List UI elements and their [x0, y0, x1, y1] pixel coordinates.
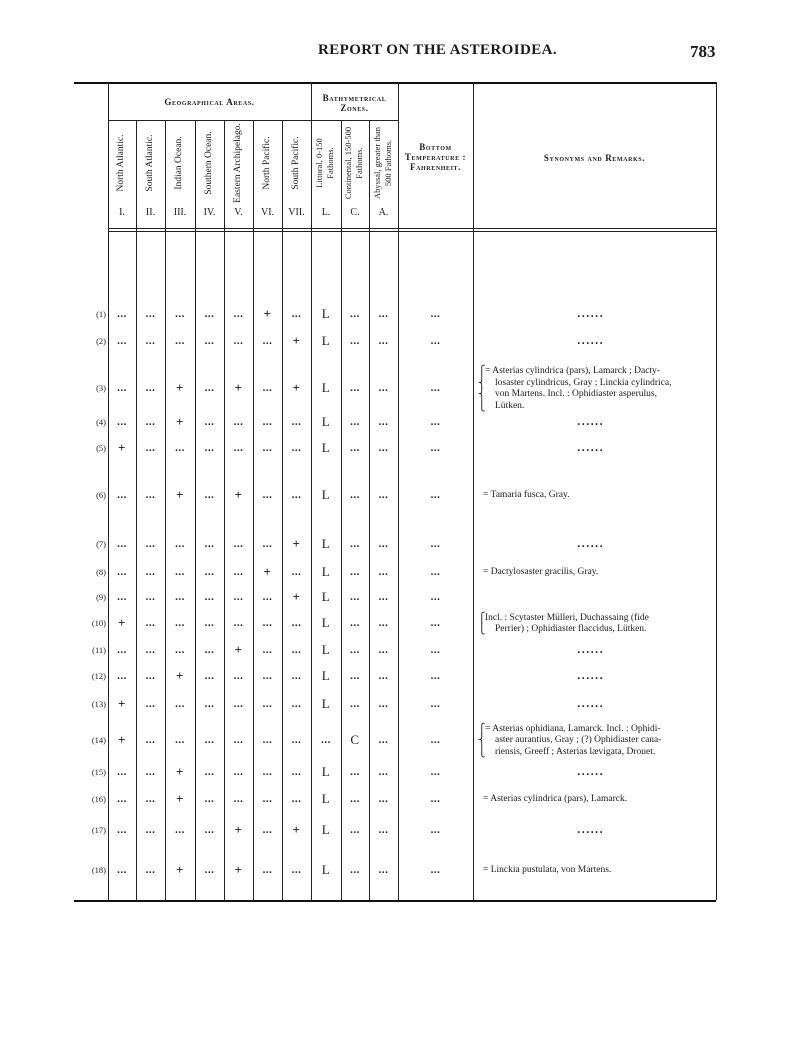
row-number: (6) [96, 490, 106, 500]
table-cell: ... [175, 644, 185, 656]
bottom-temp-header: Bottom Temperature : Fahrenheit. [404, 142, 467, 172]
table-cell: ... [204, 734, 215, 746]
page-header [0, 42, 800, 72]
table-cell: ... [175, 617, 185, 629]
table-cell: ... [262, 766, 273, 778]
column-label: North Pacific. [261, 136, 272, 190]
table-top-rule [74, 82, 716, 84]
table-cell: ... [262, 670, 273, 682]
table-cell: ... [262, 591, 273, 603]
table-cell: + [263, 306, 272, 321]
table-cell: ... [117, 591, 127, 603]
column-numeral: VI. [260, 207, 275, 218]
table-cell: + [292, 822, 301, 837]
row-number: (4) [96, 417, 106, 427]
remark-dots: ...... [577, 825, 604, 836]
table-cell: ... [430, 538, 441, 550]
table-cell: ... [145, 489, 156, 501]
remark-line: von Martens. Incl. : Ophidiaster asperulus, [495, 389, 657, 399]
table-cell: ... [378, 698, 389, 710]
table-cell: ... [145, 864, 156, 876]
row-number: (9) [96, 592, 106, 602]
remark-dots: ...... [577, 767, 604, 778]
table-cell: ... [204, 591, 215, 603]
table-cell: ... [430, 793, 441, 805]
table-cell: ... [204, 617, 215, 629]
remark-text: = Tamaria fusca, Gray. [483, 490, 570, 500]
table-cell: ... [233, 335, 244, 347]
brace-segment: ⎨ [478, 389, 486, 400]
geo-areas-header: Geographical Areas. [164, 97, 255, 107]
row-number: (15) [91, 767, 106, 777]
remark-line: aster aurantius, Gray ; (?) Ophidiaster cana- [495, 735, 662, 746]
remark-text: = Asterias cylindrica (pars), Lamarck. [483, 794, 628, 804]
column-numeral: VII. [288, 207, 305, 218]
table-cell: ... [378, 824, 389, 836]
row-number: (10) [91, 618, 106, 628]
table-cell: + [263, 564, 272, 579]
table-cell: ... [291, 864, 302, 876]
table-cell: ... [233, 734, 244, 746]
running-title: REPORT ON THE ASTEROIDEA. [318, 42, 557, 58]
table-cell: ... [117, 308, 127, 320]
table-cell: ... [291, 644, 302, 656]
table-cell: + [176, 380, 184, 395]
table-cell: ... [117, 382, 127, 394]
table-cell: ... [204, 538, 215, 550]
row-number: (5) [96, 443, 106, 453]
table-cell: ... [291, 416, 302, 428]
table-cell: ... [350, 864, 360, 876]
row-number: (17) [91, 825, 106, 835]
table-cell: ... [145, 382, 156, 394]
table-cell: ... [430, 382, 441, 394]
table-cell: ... [430, 442, 441, 454]
table-cell: ... [117, 766, 127, 778]
table-cell: ... [117, 538, 127, 550]
remark-line: Lütken. [495, 400, 525, 411]
table-cell: ... [204, 793, 215, 805]
table-cell: ... [350, 698, 360, 710]
table-cell: ... [262, 442, 273, 454]
table-cell: ... [430, 670, 441, 682]
table-cell: ... [430, 698, 441, 710]
column-numeral: A. [378, 207, 389, 218]
column-numeral: IV. [203, 207, 216, 218]
table-cell: ... [204, 489, 215, 501]
table-cell: ... [117, 670, 127, 682]
table-cell: ... [262, 538, 273, 550]
brace-segment: ⎨ [478, 735, 486, 747]
table-cell: ... [233, 308, 244, 320]
column-label: North Atlantic. [116, 134, 126, 192]
table-cell: ... [117, 644, 127, 656]
column-label: Southern Ocean. [203, 131, 214, 195]
table-cell: ... [430, 824, 441, 836]
remark-line: riensis, Greeff ; Asterias lævigata, Drouet. [495, 746, 656, 757]
table-cell: ... [233, 538, 244, 550]
remark-text [485, 724, 713, 759]
table-cell: ... [145, 698, 156, 710]
row-number: (7) [96, 539, 106, 549]
table-cell: + [118, 732, 126, 747]
remark-text: = Linckia pustulata, von Martens. [483, 865, 612, 875]
table-cell: ... [291, 734, 302, 746]
row-number: (1) [96, 309, 106, 319]
table-cell: ... [233, 766, 244, 778]
table-cell: ... [175, 566, 185, 578]
table-cell: ... [262, 382, 273, 394]
table-cell: L [321, 642, 331, 657]
remark-dots: ...... [577, 645, 604, 656]
table-cell: ... [204, 335, 215, 347]
remark-dots: ...... [577, 539, 604, 550]
page-number: 783 [690, 42, 716, 61]
table-cell: ... [430, 766, 441, 778]
table-cell: L [321, 380, 331, 395]
remark-line: Incl. : Scytaster Mülleri, Duchassaing (fide [485, 612, 649, 623]
brace-segment: ⎨ [478, 377, 486, 389]
table-cell: + [292, 333, 301, 348]
table-cell: ... [145, 591, 156, 603]
table-cell: ... [350, 824, 360, 836]
brace-segment: ⎩ [478, 746, 486, 758]
column-label: South Atlantic. [144, 134, 155, 192]
table-cell: ... [117, 489, 127, 501]
table-cell: ... [145, 442, 156, 454]
table-cell: ... [262, 335, 273, 347]
table-cell: L [321, 487, 331, 502]
table-cell: ... [291, 793, 302, 805]
table-cell: ... [378, 335, 389, 347]
remark-text [485, 366, 713, 412]
table-cell: ... [378, 489, 389, 501]
remark-line: losaster cylindricus, Gray ; Linckia cylindrica, [495, 377, 672, 388]
table-cell: L [321, 615, 331, 630]
column-label: Indian Ocean. [174, 136, 184, 190]
table-cell: + [118, 615, 126, 630]
column-rule [716, 82, 717, 900]
table-cell: + [176, 487, 184, 502]
table-cell: ... [321, 734, 331, 746]
table-cell: ... [350, 670, 360, 682]
table-cell: ... [204, 308, 215, 320]
table-cell: ... [233, 617, 244, 629]
table-cell: ... [204, 864, 215, 876]
table-cell: ... [145, 308, 156, 320]
table-bottom-rule [74, 900, 716, 902]
table-cell: ... [117, 416, 127, 428]
column-rule [369, 120, 370, 900]
column-numeral: L. [321, 207, 331, 218]
table-cell: ... [430, 308, 441, 320]
column-rule [224, 120, 225, 900]
column-numeral: III. [173, 207, 187, 218]
table-cell: ... [145, 824, 156, 836]
table-cell: + [118, 440, 126, 455]
table-cell: ... [350, 793, 360, 805]
table-cell: ... [117, 824, 127, 836]
table-cell: ... [233, 698, 244, 710]
table-cell: ... [430, 644, 441, 656]
table-cell: ... [350, 416, 360, 428]
table-cell: ... [204, 566, 215, 578]
table-cell: ... [262, 644, 273, 656]
table-cell: ... [262, 617, 273, 629]
table-cell: L [321, 791, 331, 806]
brace-segment: ⎩ [478, 400, 486, 412]
table-cell: ... [430, 416, 441, 428]
row-number: (11) [92, 645, 106, 655]
table-cell: ... [262, 489, 273, 501]
table-cell: ... [145, 617, 156, 629]
brace-segment: ⎧ [478, 612, 486, 624]
table-cell: ... [175, 591, 185, 603]
table-cell: C [350, 732, 360, 747]
table-cell: L [321, 414, 331, 429]
column-rule [165, 120, 166, 900]
table-cell: ... [233, 670, 244, 682]
table-cell: ... [175, 335, 185, 347]
table-cell: ... [430, 591, 441, 603]
column-rule [136, 120, 137, 900]
table-cell: L [321, 440, 331, 455]
table-cell: ... [350, 382, 360, 394]
remark-dots: ...... [577, 336, 604, 347]
table-cell: ... [145, 793, 156, 805]
table-cell: ... [350, 644, 360, 656]
table-cell: ... [204, 698, 215, 710]
remark-dots: ...... [577, 443, 604, 454]
table-cell: ... [378, 566, 389, 578]
table-cell: ... [145, 670, 156, 682]
table-cell: L [321, 333, 331, 348]
table-cell: ... [430, 617, 441, 629]
remark-dots: ...... [577, 309, 604, 320]
table-cell: ... [262, 824, 273, 836]
table-cell: ... [204, 670, 215, 682]
table-cell: ... [378, 382, 389, 394]
table-cell: ... [378, 670, 389, 682]
table-cell: + [292, 589, 301, 604]
remark-line: = Asterias ophidiana, Lamarck. Incl. : Ophidi- [485, 723, 661, 734]
table-cell: ... [378, 793, 389, 805]
table-cell: ... [233, 442, 244, 454]
table-cell: L [321, 696, 331, 711]
table-cell: ... [175, 734, 185, 746]
table-cell: ... [262, 864, 273, 876]
table-cell: ... [378, 308, 389, 320]
table-cell: ... [430, 864, 441, 876]
geo-header-rule [108, 120, 311, 121]
table-cell: L [321, 668, 331, 683]
table-cell: ... [430, 489, 441, 501]
table-cell: ... [291, 308, 302, 320]
table-cell: ... [145, 566, 156, 578]
synonyms-header: Synonyms and Remarks. [543, 153, 646, 163]
table-cell: ... [175, 698, 185, 710]
table-cell: ... [145, 416, 156, 428]
table-cell: ... [350, 591, 360, 603]
row-number: (13) [91, 699, 106, 709]
table-cell: ... [175, 538, 185, 550]
table-cell: ... [378, 538, 389, 550]
table-cell: ... [291, 766, 302, 778]
table-cell: ... [145, 766, 156, 778]
column-label: South Pacific. [290, 136, 301, 190]
brace-segment: ⎧ [478, 366, 486, 377]
table-cell: + [176, 791, 184, 806]
table-cell: ... [350, 442, 360, 454]
table-cell: ... [233, 566, 244, 578]
remark-dots: ...... [577, 417, 604, 428]
table-cell: + [234, 862, 243, 877]
table-cell: ... [262, 793, 273, 805]
table-cell: ... [175, 824, 185, 836]
table-cell: + [118, 696, 126, 711]
bathy-zones-header: Bathymetrical Zones. [322, 93, 387, 113]
remark-line: = Asterias cylindrica (pars), Lamarck ; Dacty- [485, 366, 660, 376]
table-cell: ... [291, 489, 302, 501]
column-numeral: V. [234, 207, 243, 218]
column-label: Abyssal, greater than 500 Fathoms. [371, 127, 393, 199]
table-cell: L [321, 306, 331, 321]
table-cell: ... [350, 617, 360, 629]
column-numeral: I. [119, 207, 125, 218]
table-cell: + [176, 764, 184, 779]
table-cell: L [321, 589, 331, 604]
table-cell: ... [262, 698, 273, 710]
table-cell: ... [350, 335, 360, 347]
table-cell: ... [378, 766, 389, 778]
table-cell: ... [262, 734, 273, 746]
table-cell: ... [204, 824, 215, 836]
bathy-header-rule [311, 120, 398, 121]
row-number: (14) [91, 735, 106, 745]
table-cell: L [321, 862, 331, 877]
table-cell: ... [145, 538, 156, 550]
column-rule [253, 120, 254, 900]
row-number: (12) [91, 671, 106, 681]
table-cell: ... [350, 308, 360, 320]
column-label: Continental, 150-500 Fathoms. [343, 126, 364, 200]
table-cell: L [321, 822, 331, 837]
column-numeral: C. [350, 207, 360, 218]
table-cell: ... [430, 566, 441, 578]
table-cell: ... [145, 644, 156, 656]
brace-segment: ⎧ [478, 723, 486, 735]
table-cell: + [292, 536, 301, 551]
table-cell: ... [233, 416, 244, 428]
table-cell: L [321, 564, 331, 579]
row-number: (3) [96, 383, 106, 393]
table-cell: ... [145, 335, 156, 347]
remark-line: Perrier) ; Ophidiaster flaccidus, Lütken. [495, 624, 647, 634]
table-cell: ... [378, 617, 389, 629]
table-cell: + [234, 642, 243, 657]
table-cell: ... [350, 566, 360, 578]
remark-dots: ...... [577, 699, 604, 710]
brace-segment: ⎩ [478, 624, 486, 635]
row-number: (18) [91, 865, 106, 875]
column-rule [195, 120, 196, 900]
row-number: (16) [91, 794, 106, 804]
table-cell: ... [430, 335, 441, 347]
header-bottom-rule [108, 228, 716, 229]
table-cell: ... [145, 734, 156, 746]
table-cell: ... [175, 442, 185, 454]
row-number: (2) [96, 336, 106, 346]
table-cell: ... [378, 591, 389, 603]
column-label: Littoral, 0-150 Fathoms. [314, 138, 335, 188]
table-cell: ... [233, 591, 244, 603]
table-cell: ... [175, 308, 185, 320]
remark-text: = Dactylosaster gracilis, Gray. [483, 567, 599, 577]
table-cell: ... [204, 382, 215, 394]
table-cell: ... [291, 670, 302, 682]
row-number: (8) [96, 567, 106, 577]
table-cell: ... [350, 766, 360, 778]
table-cell: L [321, 764, 331, 779]
table-cell: + [292, 380, 301, 395]
remark-dots: ...... [577, 671, 604, 682]
header-bottom-rule-2 [108, 231, 716, 232]
table-cell: + [176, 414, 184, 429]
table-cell: ... [378, 416, 389, 428]
table-cell: ... [378, 442, 389, 454]
table-cell: ... [291, 698, 302, 710]
table-cell: ... [204, 766, 215, 778]
column-rule [282, 120, 283, 900]
table-cell: ... [233, 793, 244, 805]
table-cell: ... [378, 734, 389, 746]
table-cell: ... [430, 734, 441, 746]
table-cell: ... [117, 793, 127, 805]
table-cell: + [234, 487, 243, 502]
table-cell: + [176, 862, 184, 877]
column-numeral: II. [145, 207, 156, 218]
table-cell: ... [350, 489, 360, 501]
table-cell: ... [378, 644, 389, 656]
table-cell: ... [204, 416, 215, 428]
table-cell: + [176, 668, 184, 683]
column-label: Eastern Archipelago. [232, 123, 243, 203]
table-cell: ... [262, 416, 273, 428]
column-rule [341, 120, 342, 900]
table-cell: ... [117, 864, 127, 876]
table-cell: + [234, 380, 243, 395]
table-cell: + [234, 822, 243, 837]
table-cell: ... [204, 644, 215, 656]
table-cell: ... [117, 335, 127, 347]
table-cell: ... [204, 442, 215, 454]
table-cell: ... [350, 538, 360, 550]
remark-text [485, 613, 713, 636]
table-cell: ... [117, 566, 127, 578]
table-cell: ... [291, 442, 302, 454]
table-cell: ... [291, 566, 302, 578]
table-cell: L [321, 536, 331, 551]
column-rule [473, 82, 474, 900]
table-cell: ... [291, 617, 302, 629]
column-rule [398, 82, 399, 900]
table-cell: ... [378, 864, 389, 876]
